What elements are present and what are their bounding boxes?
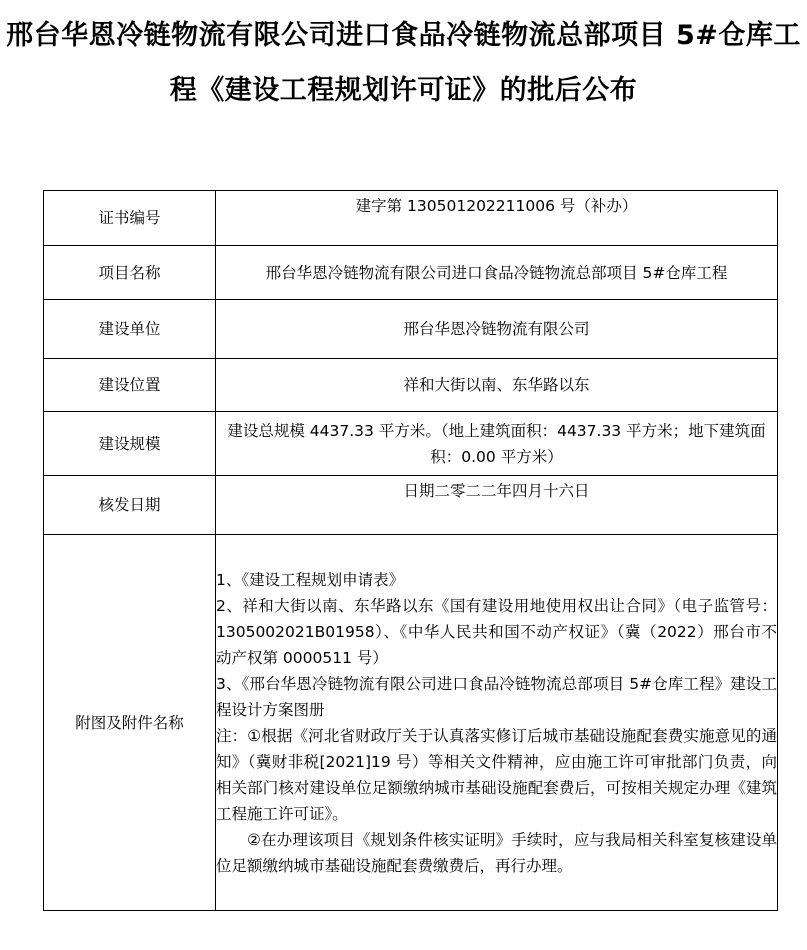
- document-title-line-2: 程《建设工程规划许可证》的批后公布: [169, 75, 638, 106]
- location-value: 祥和大街以南、东华路以东: [216, 359, 778, 412]
- table-row-issue-date: [44, 476, 778, 535]
- project-name-value: 邢台华恩冷链物流有限公司进口食品冷链物流总部项目 5#仓库工程: [216, 246, 778, 300]
- document-title-line-1: 邢台华恩冷链物流有限公司进口食品冷链物流总部项目 5#仓库工: [6, 20, 801, 51]
- builder-value: 邢台华恩冷链物流有限公司: [216, 300, 778, 359]
- attachment-item: 2、祥和大街以南、东华路以东《国有建设用地使用权出让合同》（电子监管号：1305002021B01958）、《中华人民共和国不动产权证》（冀（2022）邢台市不动产权第 0000511 号）: [216, 596, 777, 667]
- project-name-label: 项目名称: [44, 246, 216, 300]
- attachment-note: ②在办理该项目《规划条件核实证明》手续时，应与我局相关科室复核建设单位足额缴纳城市基础设施配套费缴费后，再行办理。: [216, 830, 777, 875]
- permit-table: [43, 190, 778, 911]
- attachment-note: 注：①根据《河北省财政厅关于认真落实修订后城市基础设施配套费实施意见的通知》（冀财非税[2021]19 号）等相关文件精神，应由施工许可审批部门负责，向相关部门核对建设单位足额缴纳城市基础设施配套费后，可按相关规定办理《建筑工程施工许可证》。: [216, 726, 777, 823]
- table-row-location: [44, 359, 778, 412]
- table-row-project-name: [44, 246, 778, 300]
- attachment-item: 3、《邢台华恩冷链物流有限公司进口食品冷链物流总部项目 5#仓库工程》建设工程设计方案图册: [216, 674, 777, 719]
- builder-label: 建设单位: [44, 300, 216, 359]
- table-row-cert-no: [44, 191, 778, 246]
- scale-value: 建设总规模 4437.33 平方米。（地上建筑面积：4437.33 平方米；地下建筑面积：0.00 平方米）: [216, 412, 778, 476]
- attachments-label: 附图及附件名称: [44, 535, 216, 911]
- table-row-attachments: [44, 535, 778, 911]
- scale-label: 建设规模: [44, 412, 216, 476]
- table-row-builder: [44, 300, 778, 359]
- cert-no-value: 建字第 130501202211006 号（补办）: [216, 191, 778, 246]
- table-row-scale: [44, 412, 778, 476]
- issue-date-value: 日期二零二二年四月十六日: [216, 476, 778, 535]
- cert-no-label: 证书编号: [44, 191, 216, 246]
- issue-date-label: 核发日期: [44, 476, 216, 535]
- attachments-list: [216, 535, 778, 911]
- attachment-item: 1、《建设工程规划申请表》: [216, 570, 405, 589]
- location-label: 建设位置: [44, 359, 216, 412]
